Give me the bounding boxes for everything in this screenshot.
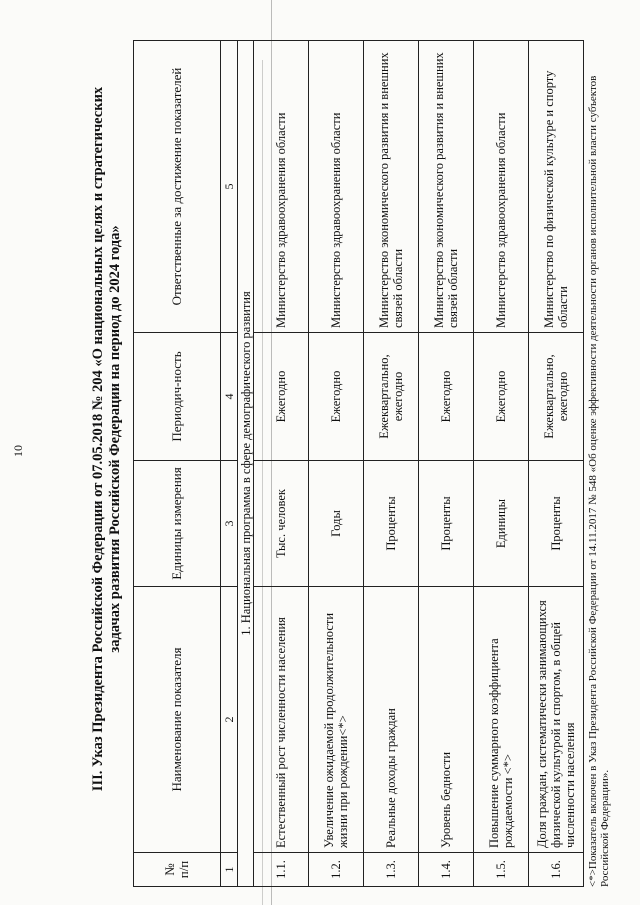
- indicator-unit: Проценты: [419, 461, 474, 587]
- indicator-unit: Проценты: [364, 461, 419, 587]
- indicator-name: Повышение суммарного коэффициента рождаемости <*>: [474, 587, 529, 853]
- indicators-table: [133, 40, 584, 887]
- header-name: Наименование показателя: [134, 587, 221, 853]
- table-row: [309, 41, 364, 887]
- indicator-name: Доля граждан, систематически занимающихся физической культурой и спортом, в общей численности населения: [529, 587, 584, 853]
- table-row: [419, 41, 474, 887]
- document-title: [90, 29, 124, 849]
- column-number: 1: [221, 853, 238, 887]
- indicator-unit: Годы: [309, 461, 364, 587]
- indicator-responsible: Министерство здравоохранения области: [254, 41, 309, 333]
- indicator-name: Уровень бедности: [419, 587, 474, 853]
- title-line-1: III. Указ Президента Российской Федерации от 07.05.2018 № 204 «О национальных целях и стратегических: [90, 86, 106, 792]
- column-number: 2: [221, 587, 238, 853]
- header-responsible: Ответственные за достижение показателей: [134, 41, 221, 333]
- indicator-name: Реальные доходы граждан: [364, 587, 419, 853]
- indicator-period: Ежегодно: [254, 333, 309, 461]
- indicator-period: Ежеквартально, ежегодно: [364, 333, 419, 461]
- indicator-period: Ежегодно: [474, 333, 529, 461]
- indicator-unit: Проценты: [529, 461, 584, 587]
- indicator-unit: Единицы: [474, 461, 529, 587]
- row-number: 1.5.: [474, 853, 529, 887]
- indicator-period: Ежегодно: [419, 333, 474, 461]
- indicator-responsible: Министерство здравоохранения области: [309, 41, 364, 333]
- indicator-name: Естественный рост численности населения: [254, 587, 309, 853]
- row-number: 1.2.: [309, 853, 364, 887]
- row-number: 1.3.: [364, 853, 419, 887]
- indicator-period: Ежеквартально, ежегодно: [529, 333, 584, 461]
- section-heading: 1. Национальная программа в сфере демографического развития: [238, 41, 254, 887]
- table-row: [364, 41, 419, 887]
- table-row: [254, 41, 309, 887]
- header-unit: Единицы измерения: [134, 461, 221, 587]
- title-line-2: задачах развития Российской Федерации на период до 2024 года»: [107, 225, 123, 653]
- page-number: 10: [11, 445, 25, 457]
- column-number: 5: [221, 41, 238, 333]
- indicator-period: Ежегодно: [309, 333, 364, 461]
- indicator-responsible: Министерство здравоохранения области: [474, 41, 529, 333]
- table-row: [474, 41, 529, 887]
- indicator-responsible: Министерство по физической культуре и спорту области: [529, 41, 584, 333]
- row-number: 1.6.: [529, 853, 584, 887]
- footnote: <*>Показатель включен в Указ Президента Российской Федерации от 14.11.2017 № 548 «Об оценке эффективности деятельности органов исполнительной власти субъектов Российской Федерации».: [587, 75, 611, 887]
- column-number: 4: [221, 333, 238, 461]
- table-row: [529, 41, 584, 887]
- indicator-responsible: Министерство экономического развития и внешних связей области: [419, 41, 474, 333]
- row-number: 1.1.: [254, 853, 309, 887]
- column-number: 3: [221, 461, 238, 587]
- indicator-responsible: Министерство экономического развития и внешних связей области: [364, 41, 419, 333]
- header-num: № п/п: [134, 853, 221, 887]
- row-number: 1.4.: [419, 853, 474, 887]
- indicator-name: Увеличение ожидаемой продолжительности жизни при рождении<*>: [309, 587, 364, 853]
- header-period: Периодич-ность: [134, 333, 221, 461]
- indicator-unit: Тыс. человек: [254, 461, 309, 587]
